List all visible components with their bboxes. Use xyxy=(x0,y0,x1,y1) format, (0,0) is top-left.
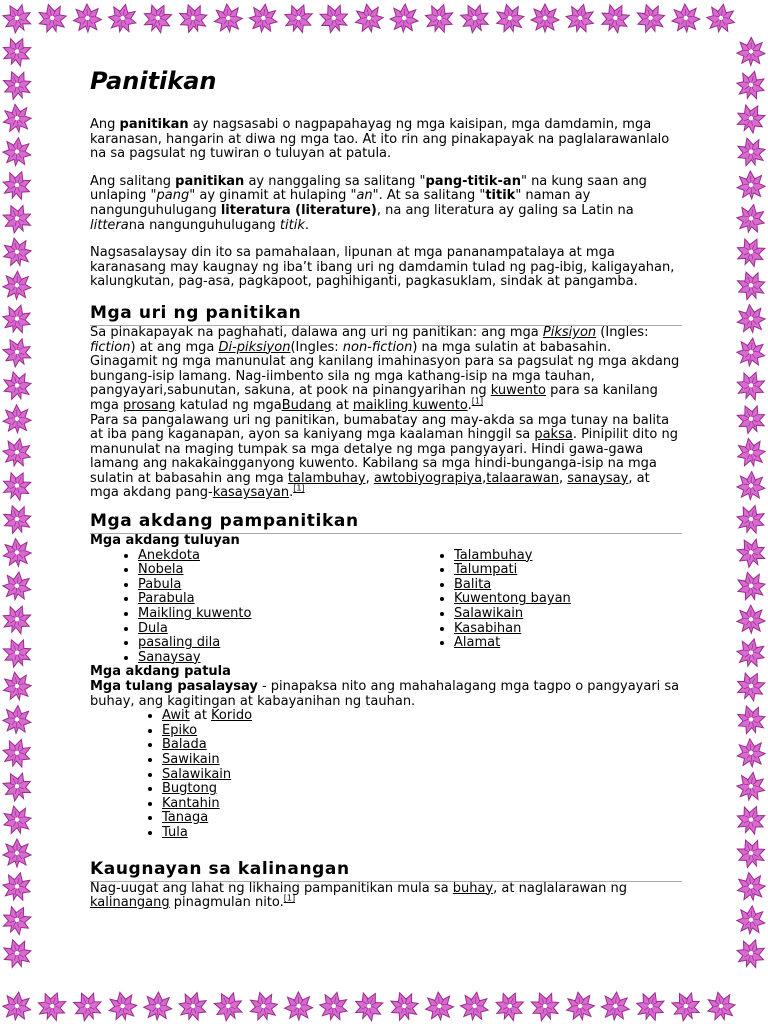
flower-icon xyxy=(596,0,634,37)
section-heading-akdang: Mga akdang pampanitikan xyxy=(90,511,682,534)
flower-icon xyxy=(671,3,701,33)
list-item-link[interactable]: Dula xyxy=(138,620,168,636)
list-item xyxy=(162,782,682,797)
flower-icon xyxy=(0,33,35,70)
flower-icon xyxy=(2,704,32,734)
flower-icon xyxy=(0,767,36,805)
flower-icon xyxy=(1,990,32,1021)
flower-icon xyxy=(3,271,32,300)
flower-icon xyxy=(0,735,35,770)
flower-icon xyxy=(353,2,385,34)
flower-icon xyxy=(733,367,768,403)
flower-icon xyxy=(527,988,564,1024)
reference-link[interactable]: [1] xyxy=(283,893,296,903)
flower-icon xyxy=(0,803,34,837)
flower-icon xyxy=(1,670,33,702)
flower-icon xyxy=(735,336,766,367)
list-item-link[interactable]: Alamat xyxy=(454,635,501,651)
flower-icon xyxy=(0,301,34,336)
flower-icon xyxy=(737,37,765,65)
flower-icon xyxy=(246,989,280,1023)
flower-icon xyxy=(737,605,765,633)
list-item xyxy=(162,811,682,826)
flower-icon xyxy=(106,1,139,34)
link-korido[interactable]: Korido xyxy=(211,708,253,724)
link-kalinangang[interactable]: kalinangang xyxy=(90,895,170,911)
list-item-link[interactable]: Nobela xyxy=(138,562,184,578)
list-item: • Awit at Korido xyxy=(162,709,682,724)
list-item xyxy=(138,549,406,564)
flower-icon xyxy=(248,2,280,34)
intro-paragraph-3: Nagsasalaysay din ito sa pamahalaan, lipunan at mga pananampatalaya at mga karanasang may kaugnay ng iba’t ibang uri ng damdamin tulad ng pag-ibig, kaligayahan, kalungkutan, pag-asa, pagkapoot, paghihiganti, pagkasuklam, sindak at pangamba. xyxy=(90,245,675,290)
section-heading-kalinangan: Kaugnayan sa kalinangan xyxy=(90,859,682,882)
flower-icon xyxy=(0,901,36,939)
flower-icon xyxy=(736,170,765,199)
list-item-link[interactable]: Sanaysay xyxy=(138,649,201,665)
flower-icon xyxy=(733,702,768,738)
list-item xyxy=(162,797,682,812)
list-item xyxy=(454,607,571,622)
flower-icon xyxy=(176,989,211,1024)
list-item xyxy=(162,738,682,753)
list-item-link[interactable]: Salawikain xyxy=(454,606,524,622)
flower-icon xyxy=(735,770,767,802)
list-item xyxy=(454,622,571,637)
flower-icon xyxy=(209,987,247,1024)
flower-icon xyxy=(0,368,34,403)
flower-icon xyxy=(600,991,630,1021)
flower-icon xyxy=(734,636,768,670)
flower-icon xyxy=(386,988,422,1024)
flower-icon xyxy=(1,102,33,134)
flower-icon xyxy=(734,134,768,169)
list-item-link[interactable]: Maikling kuwento xyxy=(138,606,252,622)
list-item xyxy=(162,724,682,739)
flower-icon xyxy=(633,0,668,35)
tuluyan-lists xyxy=(90,549,682,666)
subheading-patula: Mga akdang patula xyxy=(90,664,231,680)
link-talaarawan[interactable]: talaarawan xyxy=(486,470,559,486)
link-kasaysayan[interactable]: kasaysayan xyxy=(212,485,290,501)
flower-icon xyxy=(735,436,768,469)
reference-link[interactable]: [1] xyxy=(293,484,305,494)
flower-icon xyxy=(563,1,597,35)
list-item-link[interactable]: pasaling dila xyxy=(138,635,221,651)
list-item xyxy=(138,636,406,651)
flower-icon xyxy=(35,1,70,36)
intro-paragraph-1: Ang panitikan ay nagsasabi o nagpapahayag ng mga kaisipan, mga damdamin, mga karanasan, hangarin at diwa ng mga tao. At ito rin ang pinakapayak na paglalarawanlalo na sa pagsulat ng tuwiran o tuluyan at patula. xyxy=(90,117,670,162)
flower-icon xyxy=(422,0,457,35)
list-item-link[interactable]: Parabula xyxy=(138,591,195,607)
flower-icon xyxy=(734,68,768,102)
flower-icon xyxy=(735,202,768,235)
flower-icon xyxy=(2,537,33,568)
list-item-link[interactable]: Kuwentong bayan xyxy=(454,591,571,607)
flower-icon xyxy=(3,404,32,433)
flower-icon xyxy=(531,4,559,32)
flower-icon xyxy=(491,988,528,1024)
list-item xyxy=(454,636,571,651)
tula-paragraph: Mga tulang pasalaysay - pinapaksa nito ang mahahalagang mga tagpo o pangyayari sa buhay, ang kagitingan at kabayanihan ng tauhan. xyxy=(90,679,680,709)
flower-icon xyxy=(34,988,70,1024)
list-item xyxy=(454,563,571,578)
flower-icon xyxy=(2,136,33,167)
flower-icon xyxy=(732,400,768,437)
list-item-link[interactable]: Tula xyxy=(162,824,188,840)
flower-icon xyxy=(493,1,527,35)
flower-icon xyxy=(0,235,33,268)
list-item xyxy=(162,768,682,783)
flower-icon xyxy=(350,987,388,1024)
flower-icon xyxy=(389,3,419,33)
link-kuwento[interactable]: kuwento xyxy=(490,383,546,399)
list-item xyxy=(454,578,571,593)
kalinangan-paragraph: Nag-uugat ang lahat ng likhaing pampanitikan mula sa buhay, at naglalarawan ng kalinangang pinagmulan nito.[1] xyxy=(90,880,628,911)
flower-icon xyxy=(0,200,36,237)
link-talambuhay[interactable]: talambuhay xyxy=(287,470,366,486)
link-maikling-kuwento[interactable]: maikling kuwento xyxy=(352,397,468,413)
list-item-link[interactable]: Kasabihan xyxy=(454,620,522,636)
flower-icon xyxy=(0,467,36,504)
flower-icon xyxy=(734,569,768,603)
flower-icon xyxy=(424,991,454,1021)
flower-icon xyxy=(280,0,316,36)
flower-icon xyxy=(0,936,35,971)
list-item xyxy=(162,826,682,841)
flower-icon xyxy=(0,333,36,371)
flower-icon xyxy=(315,0,352,36)
link-buhay[interactable]: buhay xyxy=(452,880,494,896)
flower-icon xyxy=(667,987,705,1024)
flower-icon xyxy=(284,992,312,1020)
list-item-link[interactable]: Kantahin xyxy=(162,795,220,811)
flower-icon xyxy=(0,869,34,903)
subheading-tuluyan: Mga akdang tuluyan xyxy=(90,533,240,549)
flower-icon xyxy=(1,570,33,602)
link-piksiyon[interactable]: Piksiyon xyxy=(542,324,597,340)
flower-icon xyxy=(0,634,35,671)
flower-icon xyxy=(0,167,35,203)
list-item-link[interactable]: Anekdota xyxy=(138,547,200,563)
flower-icon xyxy=(69,987,106,1024)
flower-icon xyxy=(733,935,768,971)
flower-icon xyxy=(564,990,596,1022)
flower-icon xyxy=(0,0,36,37)
list-item xyxy=(138,651,406,666)
flower-icon xyxy=(0,501,35,537)
flower-icon xyxy=(3,839,31,867)
list-item xyxy=(138,622,406,637)
flower-icon xyxy=(456,0,494,37)
flower-icon xyxy=(73,4,102,33)
list-item-link[interactable]: Sawikain xyxy=(162,751,220,767)
tuluyan-list-right xyxy=(406,549,571,651)
flower-icon xyxy=(704,989,738,1023)
flower-icon xyxy=(0,436,33,469)
flower-icon xyxy=(735,870,767,902)
link-awtobiyograpiya[interactable]: awtobiyograpiya xyxy=(373,470,483,486)
link-budang[interactable]: Budang xyxy=(281,397,332,413)
flower-icon xyxy=(0,601,35,637)
flower-icon xyxy=(734,502,768,537)
intro-paragraph-2: Ang salitang panitikan ay nanggaling sa salitang "pang-titik-an" na kung saan ang unlaping "pang" ay ginamit at hulaping "an". At sa salitang "titik" naman ay nangunguhulugang literatura (literature), na ang literatura ay galing sa Latin na litterana nangunguhulugang titik. xyxy=(90,173,647,233)
list-item-link[interactable]: Talumpati xyxy=(454,562,518,578)
list-item-link[interactable]: Pabula xyxy=(138,576,182,592)
flower-icon xyxy=(733,835,768,872)
flower-icon xyxy=(736,905,766,935)
flower-icon xyxy=(732,233,768,270)
flower-icon xyxy=(736,738,766,768)
list-item xyxy=(454,549,571,564)
flower-icon xyxy=(732,667,768,705)
list-item xyxy=(138,578,406,593)
list-item xyxy=(162,753,682,768)
link-prosang[interactable]: prosang xyxy=(123,397,176,413)
list-item-link[interactable]: Balada xyxy=(162,737,207,753)
flower-icon xyxy=(106,990,139,1023)
list-item-link[interactable]: Salawikain xyxy=(162,766,232,782)
flower-icon xyxy=(459,990,491,1022)
list-item-link[interactable]: Bugtong xyxy=(162,781,217,797)
flower-icon xyxy=(732,533,768,571)
flower-icon xyxy=(175,0,211,36)
list-item-link[interactable]: Balita xyxy=(454,576,492,592)
list-item-link[interactable]: Talambuhay xyxy=(454,547,533,563)
flower-icon xyxy=(139,0,176,37)
flower-icon xyxy=(633,988,669,1024)
section-heading-uri: Mga uri ng panitikan xyxy=(90,303,682,326)
flower-icon xyxy=(735,303,766,334)
page-title: Panitikan xyxy=(90,67,217,95)
link-awit[interactable]: Awit xyxy=(162,708,190,724)
link-paksa[interactable]: paksa xyxy=(534,427,573,443)
reference-link[interactable]: [1] xyxy=(471,396,484,406)
flower-icon xyxy=(732,99,768,137)
list-item xyxy=(138,592,406,607)
link-sanaysay[interactable]: sanaysay xyxy=(567,470,629,486)
article xyxy=(90,66,682,911)
uri-paragraph-1: Sa pinakapayak na paghahati, dalawa ang uri ng panitikan: ang mga Piksiyon (Ingles: fiction) at ang mga Di-piksiyon(Ingles: non-fiction) na mga sulatin at babasahin. Ginagamit ng mga manunulat ang kanilang imahinasyon para sa pagsulat ng mga akdang bungang-isip lamang. Nag-iimbento sila ng mga kathang-isip na mga tauhan, pangyayari,sabunutan, sakuna, at pook na pinangyarihan ng kuwento para sa kanilang mga prosang katulad ng mgaBudang at maikling kuwento.[1] xyxy=(90,324,680,413)
list-item xyxy=(138,607,406,622)
flower-icon xyxy=(0,67,35,103)
flower-icon xyxy=(705,2,737,34)
uri-paragraph-2: Para sa pangalawang uri ng panitikan, bumabatay ang may-akda sa mga tunay na balita at iba pang kaganapan, ayon sa kaniyang mga kaalaman hinggil sa paksa. Pinipilit dito ng manunulat na maging tumpak sa mga detalye ng mga pangyayari. Hindi gawa-gawa lamang ang nakakaingganyong kuwento. Kabilang sa mga hindi-bunganga-isip na mga sulatin at babasahin ang mga talambuhay, awtobiyograpiya,talaarawan, sanaysay, at mga akdang pang-kasaysayan.[1] xyxy=(90,412,678,501)
flower-icon xyxy=(733,801,768,838)
patula-list xyxy=(90,709,682,840)
flower-icon xyxy=(213,3,244,34)
flower-icon xyxy=(143,991,172,1020)
flower-icon xyxy=(317,989,351,1023)
flower-icon xyxy=(736,471,765,500)
tuluyan-list-left xyxy=(90,549,406,666)
list-item xyxy=(454,592,571,607)
link-di-piksiyon[interactable]: Di-piksiyon xyxy=(218,339,291,355)
list-item xyxy=(138,563,406,578)
list-item-link[interactable]: Tanaga xyxy=(162,810,209,826)
list-item-link[interactable]: Epiko xyxy=(162,722,198,738)
flower-icon xyxy=(733,267,768,303)
